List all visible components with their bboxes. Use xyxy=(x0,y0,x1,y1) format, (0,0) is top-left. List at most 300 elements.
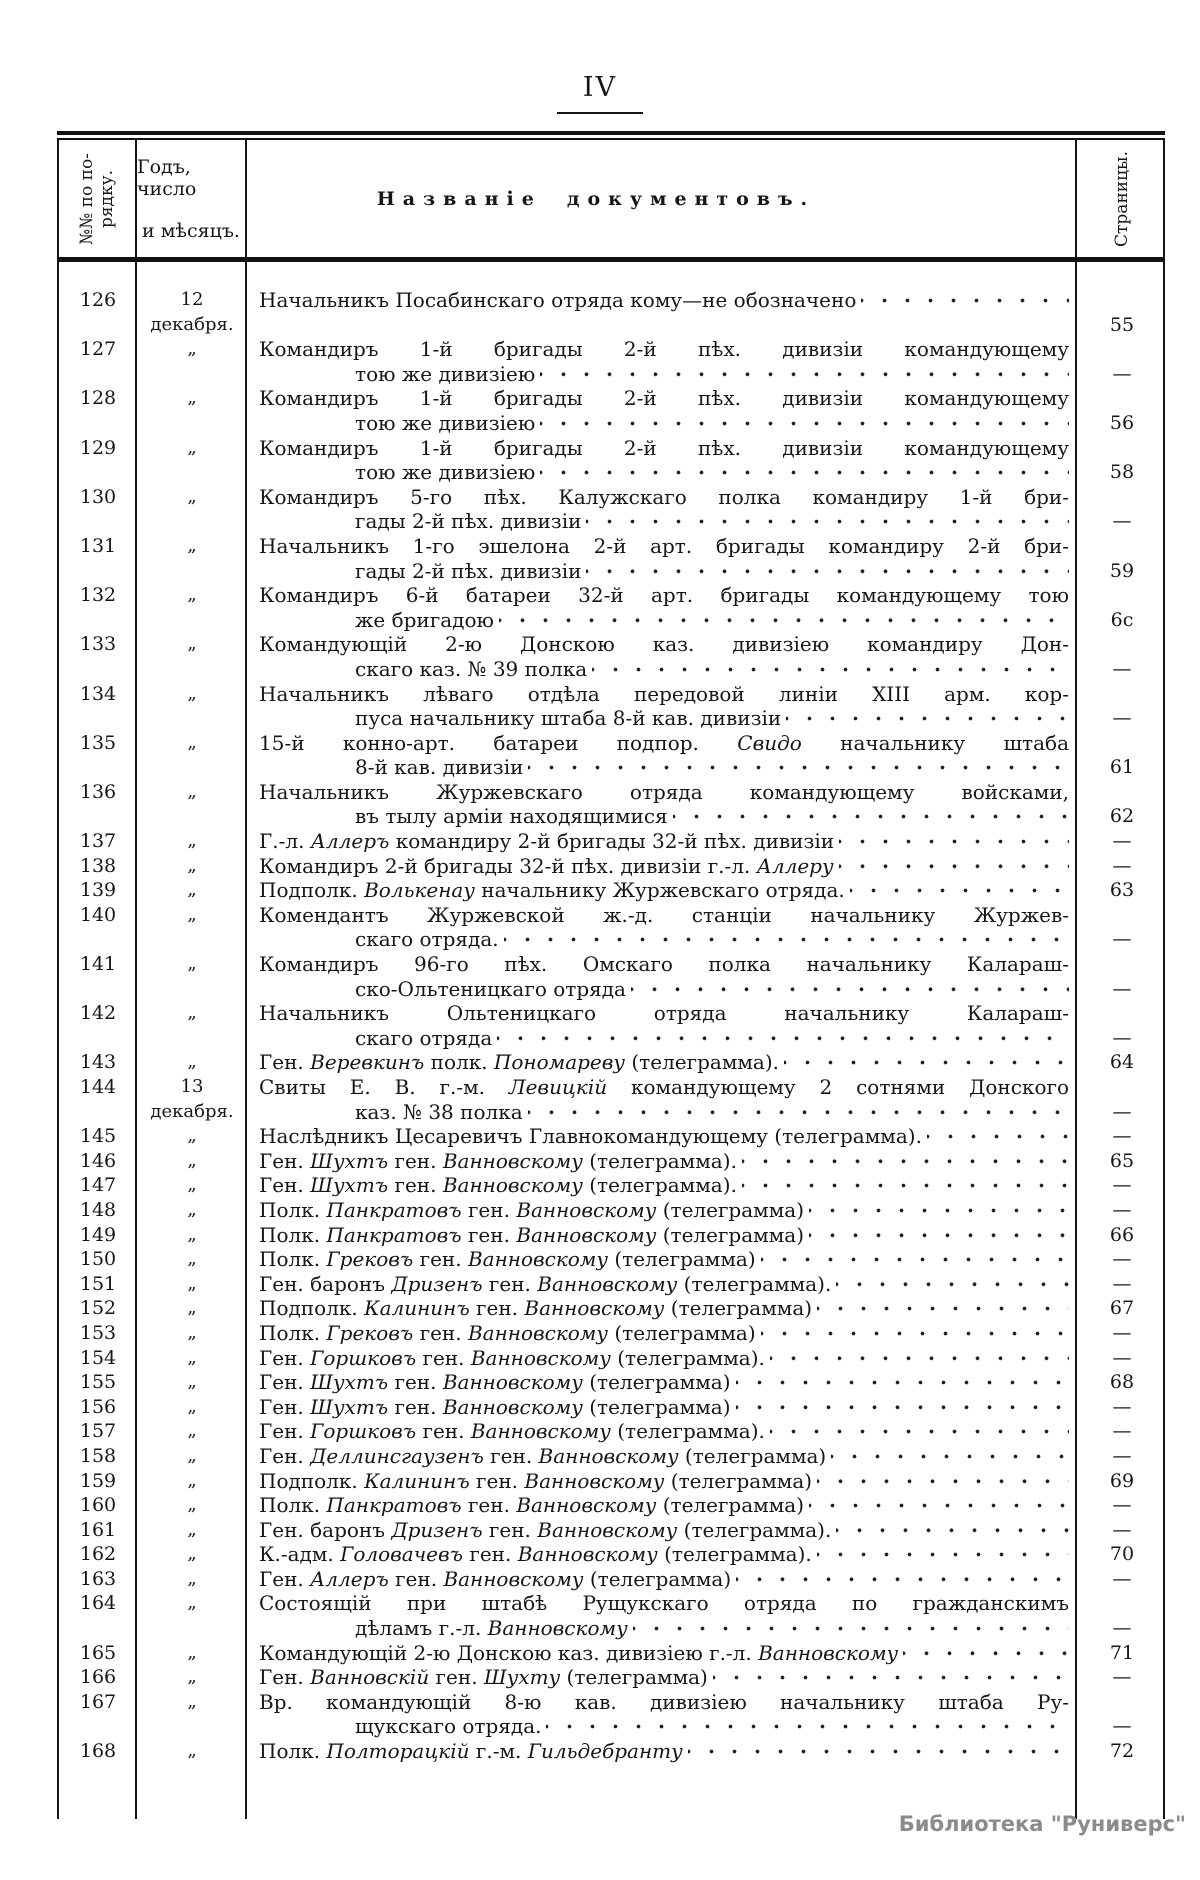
table-row xyxy=(59,1665,1163,1690)
table-row xyxy=(59,1591,1163,1640)
dot-leader xyxy=(546,1714,1069,1739)
table-row xyxy=(59,1346,1163,1371)
title-line xyxy=(259,804,1069,829)
title-line xyxy=(259,509,1069,534)
title-text: Ген. Шухтъ ген. Ванновскому (телеграмма) xyxy=(259,1394,731,1419)
dot-leader xyxy=(927,1124,1069,1149)
title-text: скаго отряда. xyxy=(355,927,499,952)
dot-leader xyxy=(839,854,1069,879)
table-row xyxy=(59,1690,1163,1739)
row-page: — xyxy=(1112,1420,1132,1443)
title-text: Ген. баронъ Дризенъ ген. Ванновскому (телеграмма). xyxy=(259,1517,832,1542)
title-line xyxy=(259,1296,1069,1321)
title-text: Полк. Грековъ ген. Ванновскому (телеграмма) xyxy=(259,1320,756,1345)
title-line xyxy=(259,1173,1069,1198)
row-date: „ xyxy=(187,953,197,975)
dot-leader xyxy=(786,706,1069,731)
title-text: Начальникъ Ольтеницкаго отряда начальнику Калараш- xyxy=(259,1001,1069,1026)
dot-leader xyxy=(736,1395,1069,1420)
row-title xyxy=(247,1567,1077,1592)
row-title xyxy=(247,1690,1077,1739)
row-title xyxy=(247,1493,1077,1518)
title-line xyxy=(259,1124,1069,1149)
dot-leader xyxy=(540,460,1069,485)
dot-leader xyxy=(817,1296,1069,1321)
row-title xyxy=(247,1665,1077,1690)
title-line xyxy=(259,1346,1069,1371)
row-date: „ xyxy=(187,633,197,655)
row-number: 157 xyxy=(79,1420,117,1443)
row-number: 133 xyxy=(79,633,117,656)
row-page: — xyxy=(1112,1321,1132,1344)
table-row xyxy=(59,1444,1163,1469)
title-text: Начальникъ Посабинскаго отряда кому—не обозначено xyxy=(259,288,857,312)
row-number: 132 xyxy=(79,584,117,607)
dot-leader xyxy=(742,1173,1069,1198)
title-text: же бригадою xyxy=(355,607,494,632)
row-page: — xyxy=(1112,1248,1132,1271)
header-pages-text: Страницы. xyxy=(1112,150,1132,247)
title-text: Начальникъ 1-го эшелона 2-й арт. бригады командиру 2-й бри- xyxy=(259,533,1069,558)
table-row xyxy=(59,829,1163,854)
table-row xyxy=(59,1001,1163,1050)
title-text: каз. № 38 полка xyxy=(355,1099,523,1124)
title-line xyxy=(259,1665,1069,1690)
row-page: 62 xyxy=(1109,805,1135,828)
row-date: „ xyxy=(187,780,197,802)
page-number xyxy=(0,72,1200,114)
title-line xyxy=(259,559,1069,584)
row-date: „ xyxy=(187,1592,197,1614)
table-row xyxy=(59,1124,1163,1149)
title-line xyxy=(259,657,1069,682)
title-line xyxy=(259,977,1069,1002)
row-number: 159 xyxy=(79,1469,117,1492)
row-page: — xyxy=(1112,1395,1132,1418)
dot-leader xyxy=(497,1026,1069,1051)
title-text: пуса начальнику штаба 8-й кав. дивизіи xyxy=(355,706,782,731)
table-row xyxy=(59,1469,1163,1494)
table-row xyxy=(59,854,1163,879)
title-line xyxy=(259,878,1069,903)
row-date: „ xyxy=(187,1174,197,1196)
row-title xyxy=(247,632,1077,681)
title-text: въ тылу арміи находящимися xyxy=(355,804,668,829)
row-page: 58 xyxy=(1109,461,1135,484)
title-text: Начальникъ Журжевскаго отряда командующему войсками, xyxy=(259,779,1069,804)
row-number: 128 xyxy=(79,387,117,410)
row-page: — xyxy=(1112,830,1132,853)
row-page: 69 xyxy=(1109,1469,1135,1492)
row-date: „ xyxy=(187,1690,197,1712)
title-text: тою же дивизіею xyxy=(355,410,536,435)
row-number: 136 xyxy=(79,780,117,803)
row-title xyxy=(247,1321,1077,1346)
title-text: Полк. Панкратовъ ген. Ванновскому (телеграмма) xyxy=(259,1222,804,1247)
row-number: 139 xyxy=(79,879,117,902)
row-title xyxy=(247,1075,1077,1124)
table-row xyxy=(59,583,1163,632)
row-number: 127 xyxy=(79,338,117,361)
row-title xyxy=(247,1198,1077,1223)
title-line xyxy=(259,1739,1069,1764)
title-text: Командиръ 1-й бригады 2-й пѣх. дивизіи командующему xyxy=(259,435,1069,460)
dot-leader xyxy=(809,1223,1069,1248)
row-page: — xyxy=(1112,1346,1132,1369)
title-text: Ген. Ванновскій ген. Шухту (телеграмма) xyxy=(259,1665,708,1690)
title-text: Вр. командующій 8-ю кав. дивизіею начальнику штаба Ру- xyxy=(259,1689,1069,1714)
table-row xyxy=(59,1149,1163,1174)
title-text: Подполк. Калининъ ген. Ванновскому (телеграмма) xyxy=(259,1468,813,1493)
table-row xyxy=(59,288,1163,337)
row-page: — xyxy=(1112,928,1132,951)
table-row xyxy=(59,1395,1163,1420)
row-number: 165 xyxy=(79,1641,117,1664)
title-line xyxy=(259,1321,1069,1346)
row-date: „ xyxy=(187,1002,197,1024)
table-row xyxy=(59,1518,1163,1543)
title-line xyxy=(259,1247,1069,1272)
title-text: 15-й конно-арт. батареи подпор. Свидо начальнику штаба xyxy=(259,730,1069,755)
table-row xyxy=(59,1493,1163,1518)
row-number: 141 xyxy=(79,953,117,976)
row-date: „ xyxy=(187,1543,197,1565)
row-date: „ xyxy=(187,534,197,556)
table-row xyxy=(59,1567,1163,1592)
row-number: 166 xyxy=(79,1666,117,1689)
row-date: „ xyxy=(187,1321,197,1343)
title-text: Командиръ 96-го пѣх. Омскаго полка начальнику Калараш- xyxy=(259,952,1069,977)
row-title xyxy=(247,1444,1077,1469)
row-title xyxy=(247,1149,1077,1174)
title-text: Полк. Панкратовъ ген. Ванновскому (телеграмма) xyxy=(259,1197,804,1222)
row-title xyxy=(247,829,1077,854)
row-date: „ xyxy=(187,903,197,925)
title-line xyxy=(259,1641,1069,1666)
row-title xyxy=(247,1223,1077,1248)
row-date: „ xyxy=(187,682,197,704)
title-text: Состоящій при штабѣ Рущукскаго отряда по гражданскимъ xyxy=(259,1591,1069,1616)
row-title xyxy=(247,337,1077,386)
row-date: „ xyxy=(187,436,197,458)
table-row xyxy=(59,386,1163,435)
dot-leader xyxy=(633,1616,1069,1641)
row-number: 135 xyxy=(79,731,117,754)
table-row xyxy=(59,731,1163,780)
table-row xyxy=(59,337,1163,386)
row-page: — xyxy=(1112,977,1132,1000)
row-title xyxy=(247,1296,1077,1321)
row-title xyxy=(247,1247,1077,1272)
title-text: щукскаго отряда. xyxy=(355,1714,542,1739)
row-date: „ xyxy=(187,1641,197,1663)
row-number: 150 xyxy=(79,1248,117,1271)
row-title xyxy=(247,878,1077,903)
header-date-line1: Годъ, число xyxy=(137,155,197,200)
title-line xyxy=(259,854,1069,879)
row-number: 161 xyxy=(79,1518,117,1541)
row-date: „ xyxy=(187,830,197,852)
table-row xyxy=(59,1198,1163,1223)
table-row xyxy=(59,1075,1163,1124)
row-title xyxy=(247,534,1077,583)
row-number: 143 xyxy=(79,1051,117,1074)
dot-leader xyxy=(770,1346,1069,1371)
row-date: „ xyxy=(187,1297,197,1319)
dot-leader xyxy=(809,1198,1069,1223)
title-text: тою же дивизіею xyxy=(355,460,536,485)
title-line xyxy=(259,682,1069,707)
row-title xyxy=(247,1641,1077,1666)
row-title xyxy=(247,1272,1077,1297)
title-text: гады 2-й пѣх. дивизіи xyxy=(355,509,582,534)
row-title xyxy=(247,583,1077,632)
title-text: Наслѣдникъ Цесаревичъ Главнокомандующему (телеграмма). xyxy=(259,1124,922,1149)
row-date: „ xyxy=(187,1125,197,1147)
column-divider-1 xyxy=(135,262,137,1819)
contents-table xyxy=(57,131,1165,1819)
row-number: 126 xyxy=(79,289,117,311)
row-number: 158 xyxy=(79,1444,117,1467)
row-page: 55 xyxy=(1109,313,1135,336)
column-divider-3 xyxy=(1075,262,1077,1819)
row-page: — xyxy=(1112,657,1132,680)
row-date: „ xyxy=(187,1494,197,1516)
dot-leader xyxy=(784,1050,1069,1075)
title-text: Командиръ 1-й бригады 2-й пѣх. дивизіи командующему xyxy=(259,386,1069,411)
row-page: — xyxy=(1112,510,1132,533)
row-number: 152 xyxy=(79,1297,117,1320)
dot-leader xyxy=(809,1493,1069,1518)
dot-leader xyxy=(586,509,1069,534)
row-number: 148 xyxy=(79,1198,117,1221)
dot-leader xyxy=(713,1665,1069,1690)
row-date: „ xyxy=(187,1395,197,1417)
title-line xyxy=(259,362,1069,387)
row-title xyxy=(247,903,1077,952)
title-line xyxy=(259,1542,1069,1567)
column-divider-2 xyxy=(245,262,247,1819)
title-text: Подполк. Волькенау начальнику Журжевскаго отряда. xyxy=(259,878,845,903)
row-date: „ xyxy=(187,485,197,507)
title-text: дѣламъ г.-л. Ванновскому xyxy=(355,1616,628,1641)
title-line xyxy=(259,1223,1069,1248)
table-row xyxy=(59,1272,1163,1297)
row-date: „ xyxy=(187,1420,197,1442)
dot-leader xyxy=(770,1419,1069,1444)
title-line xyxy=(259,1075,1069,1100)
row-page: 72 xyxy=(1109,1740,1135,1763)
title-line xyxy=(259,460,1069,485)
title-line xyxy=(259,534,1069,559)
title-text: Ген. Горшковъ ген. Ванновскому (телеграмма). xyxy=(259,1345,765,1370)
row-page: — xyxy=(1112,1272,1132,1295)
row-number: 163 xyxy=(79,1567,117,1590)
row-title xyxy=(247,1124,1077,1149)
row-page: 68 xyxy=(1109,1371,1135,1394)
title-text: Полк. Панкратовъ ген. Ванновскому (телеграмма) xyxy=(259,1493,804,1518)
row-number: 146 xyxy=(79,1149,117,1172)
title-text: Командующій 2-ю Донскою каз. дивизіею командиру Дон- xyxy=(259,632,1069,657)
title-line xyxy=(259,755,1069,780)
header-date xyxy=(137,140,247,257)
title-text: Подполк. Калининъ ген. Ванновскому (телеграмма) xyxy=(259,1296,813,1321)
row-number: 144 xyxy=(79,1076,117,1098)
title-line xyxy=(259,1026,1069,1051)
row-page: 61 xyxy=(1109,756,1135,779)
title-line xyxy=(259,952,1069,977)
row-number: 130 xyxy=(79,485,117,508)
row-page: 64 xyxy=(1109,1051,1135,1074)
table-row xyxy=(59,1321,1163,1346)
row-date: „ xyxy=(187,1051,197,1073)
dot-leader xyxy=(528,755,1069,780)
title-line xyxy=(259,1198,1069,1223)
dot-leader xyxy=(817,1469,1069,1494)
dot-leader xyxy=(592,657,1069,682)
table-row xyxy=(59,1542,1163,1567)
row-page: — xyxy=(1112,1125,1132,1148)
row-page: 59 xyxy=(1109,559,1135,582)
table-row xyxy=(59,1247,1163,1272)
row-date: „ xyxy=(187,387,197,409)
dot-leader xyxy=(586,559,1069,584)
row-title xyxy=(247,1370,1077,1395)
dot-leader xyxy=(903,1641,1069,1666)
row-date: „ xyxy=(187,1346,197,1368)
table-row xyxy=(59,534,1163,583)
row-page: 56 xyxy=(1109,411,1135,434)
table-row xyxy=(59,1419,1163,1444)
title-line xyxy=(259,1616,1069,1641)
row-page: 71 xyxy=(1109,1641,1135,1664)
row-date: „ xyxy=(187,1518,197,1540)
row-number: 142 xyxy=(79,1002,117,1025)
row-title xyxy=(247,1050,1077,1075)
row-number: 156 xyxy=(79,1395,117,1418)
row-number: 137 xyxy=(79,830,117,853)
header-ordinal-line1: №№ по по- xyxy=(77,152,98,245)
title-text: Ген. Аллеръ ген. Ванновскому (телеграмма) xyxy=(259,1566,732,1591)
page-number-text: IV xyxy=(557,72,643,114)
dot-leader xyxy=(861,288,1069,313)
title-line xyxy=(259,288,1069,313)
title-text: ско-Ольтеницкаго отряда xyxy=(355,976,626,1001)
row-date: „ xyxy=(187,731,197,753)
row-page: — xyxy=(1112,1518,1132,1541)
title-text: Начальникъ лѣваго отдѣла передовой линіи XIII арм. кор- xyxy=(259,681,1069,706)
dot-leader xyxy=(850,878,1069,903)
table-row xyxy=(59,903,1163,952)
dot-leader xyxy=(528,1100,1069,1125)
table-row xyxy=(59,780,1163,829)
table-row xyxy=(59,878,1163,903)
title-line xyxy=(259,485,1069,510)
title-text: Ген. Веревкинъ полк. Пономареву (телеграмма). xyxy=(259,1050,780,1075)
row-number: 129 xyxy=(79,436,117,459)
title-text: Полк. Полторацкій г.-м. Гильдебранту xyxy=(259,1739,683,1764)
row-page: — xyxy=(1112,707,1132,730)
title-line xyxy=(259,903,1069,928)
title-text: Ген. баронъ Дризенъ ген. Ванновскому (телеграмма). xyxy=(259,1271,832,1296)
title-text: Ген. Деллинсгаузенъ ген. Ванновскому (телеграмма) xyxy=(259,1443,827,1468)
title-line xyxy=(259,1370,1069,1395)
row-number: 138 xyxy=(79,854,117,877)
table-row xyxy=(59,632,1163,681)
title-line xyxy=(259,706,1069,731)
row-number: 160 xyxy=(79,1494,117,1517)
table-row xyxy=(59,1296,1163,1321)
dot-leader xyxy=(839,829,1069,854)
title-text: Ген. Горшковъ ген. Ванновскому (телеграмма). xyxy=(259,1419,765,1444)
row-date: „ xyxy=(187,879,197,901)
table-row xyxy=(59,1223,1163,1248)
dot-leader xyxy=(836,1518,1069,1543)
row-page: — xyxy=(1112,362,1132,385)
row-date: „ xyxy=(187,1371,197,1393)
row-page: 70 xyxy=(1109,1543,1135,1566)
row-title xyxy=(247,1346,1077,1371)
title-line xyxy=(259,1395,1069,1420)
row-date: „ xyxy=(187,1444,197,1466)
dot-leader xyxy=(761,1321,1069,1346)
row-date: „ xyxy=(187,1666,197,1688)
header-date-line2: и мѣсяцъ. xyxy=(142,219,240,242)
header-document-title: Названіе документовъ. xyxy=(247,140,1077,257)
title-text: скаго каз. № 39 полка xyxy=(355,656,588,681)
dot-leader xyxy=(836,1272,1069,1297)
title-line xyxy=(259,1567,1069,1592)
title-line xyxy=(259,1100,1069,1125)
title-text: гады 2-й пѣх. дивизіи xyxy=(355,558,582,583)
title-line xyxy=(259,337,1069,362)
row-title xyxy=(247,1419,1077,1444)
title-line xyxy=(259,829,1069,854)
header-ordinal-number xyxy=(59,140,137,257)
header-ordinal-line2: рядку. xyxy=(97,169,118,228)
table-row xyxy=(59,682,1163,731)
library-watermark: Библиотека "Руниверс" xyxy=(898,1812,1186,1836)
title-line xyxy=(259,1591,1069,1616)
row-page: 6c xyxy=(1110,608,1134,631)
table-body xyxy=(57,262,1165,1819)
title-text: Ген. Шухтъ ген. Ванновскому (телеграмма) xyxy=(259,1370,731,1395)
title-text: Г.-л. Аллеръ командиру 2-й бригады 32-й пѣх. дивизіи xyxy=(259,829,835,854)
row-number: 153 xyxy=(79,1321,117,1344)
row-date: „ xyxy=(187,1149,197,1171)
row-page: — xyxy=(1112,1617,1132,1640)
title-text: Командиръ 6-й батареи 32-й арт. бригады командующему тою xyxy=(259,583,1069,608)
row-date: 12 декабря. xyxy=(150,289,234,335)
table-row xyxy=(59,1739,1163,1764)
row-number: 149 xyxy=(79,1223,117,1246)
title-line xyxy=(259,436,1069,461)
row-date: 13 декабря. xyxy=(150,1076,234,1122)
row-date: „ xyxy=(187,338,197,360)
row-title xyxy=(247,1395,1077,1420)
title-text: скаго отряда xyxy=(355,1025,493,1050)
title-line xyxy=(259,1493,1069,1518)
title-text: Свиты Е. В. г.-м. Левицкій командующему 2 сотнями Донского xyxy=(259,1075,1069,1099)
dot-leader xyxy=(540,362,1069,387)
row-date: „ xyxy=(187,1198,197,1220)
row-date: „ xyxy=(187,1223,197,1245)
title-text: Командиръ 1-й бригады 2-й пѣх. дивизіи командующему xyxy=(259,337,1069,362)
row-title xyxy=(247,1518,1077,1543)
dot-leader xyxy=(817,1542,1069,1567)
row-page: — xyxy=(1112,1100,1132,1123)
row-date: „ xyxy=(187,854,197,876)
